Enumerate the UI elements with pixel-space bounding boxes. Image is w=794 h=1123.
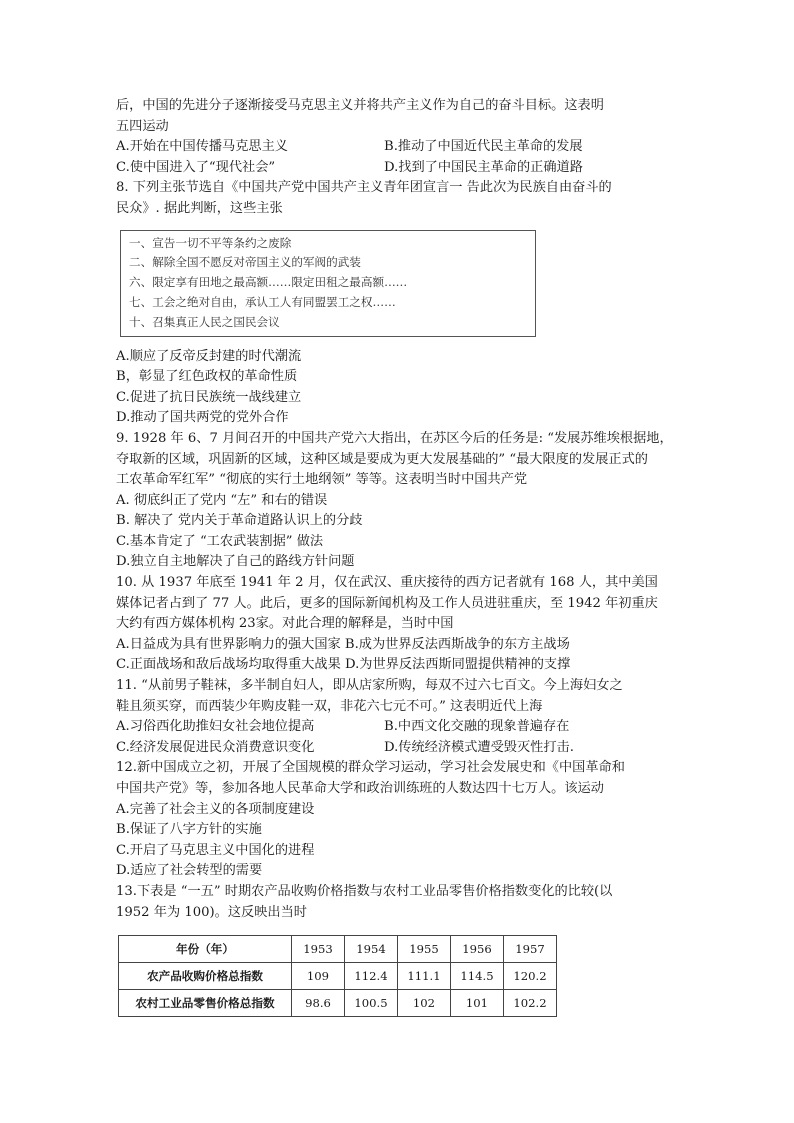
q12-option-c[interactable]: C.开启了马克思主义中国化的进程 (116, 842, 315, 858)
table-header-cell: 年份（年） (119, 936, 292, 963)
table-row-label: 农产品收购价格总指数 (119, 963, 292, 990)
q10-stem-line: 媒体记者占到了 77 人。此后，更多的国际新闻机构及工作人员进驻重庆，至 1942 年初重庆 (116, 595, 658, 611)
q7-options-row (116, 158, 676, 179)
q7-option-b[interactable]: B.推动了中国近代民主革命的发展 (384, 139, 583, 155)
table-cell: 98.6 (292, 990, 345, 1017)
table-cell: 100.5 (345, 990, 398, 1017)
q11-options-row (116, 738, 676, 759)
table-header-cell: 1953 (292, 936, 345, 963)
q10-options-ab[interactable]: A.日益成为具有世界影响力的强大国家 B.成为世界反法西斯战争的东方主战场 (116, 636, 570, 652)
q7-option-c[interactable]: C.使中国进入了“现代社会” (116, 159, 276, 175)
q11-option-a[interactable]: A.习俗西化助推妇女社会地位提高 (116, 719, 315, 735)
q11-option-c[interactable]: C.经济发展促进民众消费意识变化 (116, 739, 315, 755)
table-cell: 109 (292, 963, 345, 990)
q12-stem-line: 12.新中国成立之初，开展了全国规模的群众学习运动，学习社会发展史和《中国革命和 (116, 760, 625, 776)
q9-option-d[interactable]: D.独立自主地解决了自己的路线方针问题 (116, 554, 355, 570)
table-cell: 102 (398, 990, 451, 1017)
q8-option-a[interactable]: A.顺应了反帝反封建的时代潮流 (116, 348, 302, 364)
q7-stem-line: 后，中国的先进分子逐渐接受马克思主义并将共产主义作为自己的奋斗目标。这表明 (116, 98, 604, 113)
table-cell: 111.1 (398, 963, 451, 990)
table-row (119, 990, 557, 1017)
q8-quote-box (120, 230, 536, 337)
q9-option-c[interactable]: C.基本肯定了 “工农武装割据” 做法 (116, 533, 324, 549)
table-header-cell: 1955 (398, 936, 451, 963)
q11-option-d[interactable]: D.传统经济模式遭受毁灭性打击. (384, 739, 574, 755)
q13-stem-line: 1952 年为 100)。这反映出当时 (116, 904, 307, 920)
table-header-cell: 1954 (345, 936, 398, 963)
q9-option-a[interactable]: A. 彻底纠正了党内 “左” 和右的错误 (116, 492, 328, 508)
q8-stem-line: 8. 下列主张节选自《中国共产党中国共产主义青年团宣言一 告此次为民族自由奋斗的 (116, 180, 612, 196)
q9-stem-line: 9. 1928 年 6、7 月间召开的中国共产党六大指出，在苏区今后的任务是: “发展苏维埃根据地， (116, 430, 673, 446)
q7-options-row (116, 137, 676, 158)
q10-stem-line: 10. 从 1937 年底至 1941 年 2 月，仅在武汉、重庆接待的西方记者就有 168 人，其中美国 (116, 575, 658, 591)
q8-option-c[interactable]: C.促进了抗日民族统一战线建立 (116, 389, 302, 405)
q7-stem-line: 五四运动 (116, 118, 169, 134)
q12-option-d[interactable]: D.适应了社会转型的需要 (116, 863, 263, 879)
q10-options-cd[interactable]: C.正面战场和敌后战场均取得重大战果 D.为世界反法西斯同盟提供精神的支撑 (116, 657, 571, 673)
table-header-cell: 1956 (451, 936, 504, 963)
table-header-cell: 1957 (504, 936, 557, 963)
table-row-label: 农村工业品零售价格总指数 (119, 990, 292, 1017)
quote-line: 七、工会之绝对自由，承认工人有同盟罢工之权…… (129, 294, 396, 309)
q12-stem-line: 中国共产党》等，参加各地人民革命大学和政治训练班的人数达四十七万人。该运动 (116, 781, 604, 797)
q11-option-b[interactable]: B.中西文化交融的现象普遍存在 (384, 719, 570, 735)
quote-line: 一、宣告一切不平等条约之废除 (129, 235, 292, 250)
table-row (119, 963, 557, 990)
quote-line: 十、召集真正人民之国民会议 (129, 314, 280, 329)
q8-stem-line: 民众》. 据此判断，这些主张 (116, 200, 283, 216)
q9-option-b[interactable]: B. 解决了 党内关于革命道路认识上的分歧 (116, 513, 363, 529)
q8-option-b[interactable]: B，彰显了红色政权的革命性质 (116, 369, 298, 385)
table-cell: 101 (451, 990, 504, 1017)
q12-option-b[interactable]: B.保证了八字方针的实施 (116, 822, 262, 838)
table-header-row (119, 936, 557, 963)
q13-price-index-table (118, 935, 557, 1017)
q11-stem-line: 鞋且须买穿，而西装少年购皮鞋一双，非花六七元不可。” 这表明近代上海 (116, 698, 543, 714)
q7-option-d[interactable]: D.找到了中国民主革命的正确道路 (384, 159, 583, 175)
q11-options-row (116, 717, 676, 738)
table-cell: 102.2 (504, 990, 557, 1017)
q12-option-a[interactable]: A.完善了社会主义的各项制度建设 (116, 801, 315, 817)
exam-page (116, 96, 676, 1017)
table-cell: 114.5 (451, 963, 504, 990)
q9-stem-line: 夺取新的区域，巩固新的区域，这种区域是要成为更大发展基础的” “最大限度的发展正式的 (116, 451, 648, 467)
q13-stem-line: 13.下表是 “一五” 时期农产品收购价格指数与农村工业品零售价格指数变化的比较(以 (116, 883, 613, 899)
q7-option-a[interactable]: A.开始在中国传播马克思主义 (116, 139, 288, 155)
table-cell: 112.4 (345, 963, 398, 990)
q11-stem-line: 11. “从前男子鞋袜，多半制自妇人，即从店家所购，每双不过六七百文。今上海妇女之 (116, 678, 623, 694)
q9-stem-line: 工农革命军红军” “彻底的实行土地纲领” 等等。这表明当时中国共产党 (116, 472, 528, 488)
quote-line: 二、解除全国不愿反对帝国主义的军阀的武装 (129, 255, 361, 270)
table-cell: 120.2 (504, 963, 557, 990)
quote-line: 六、限定享有田地之最高额……限定田租之最高额…… (129, 275, 408, 290)
q10-stem-line: 大约有西方媒体机构 23家。对此合理的解释是，当时中国 (116, 616, 454, 632)
q8-option-d[interactable]: D.推动了国共两党的党外合作 (116, 410, 289, 426)
